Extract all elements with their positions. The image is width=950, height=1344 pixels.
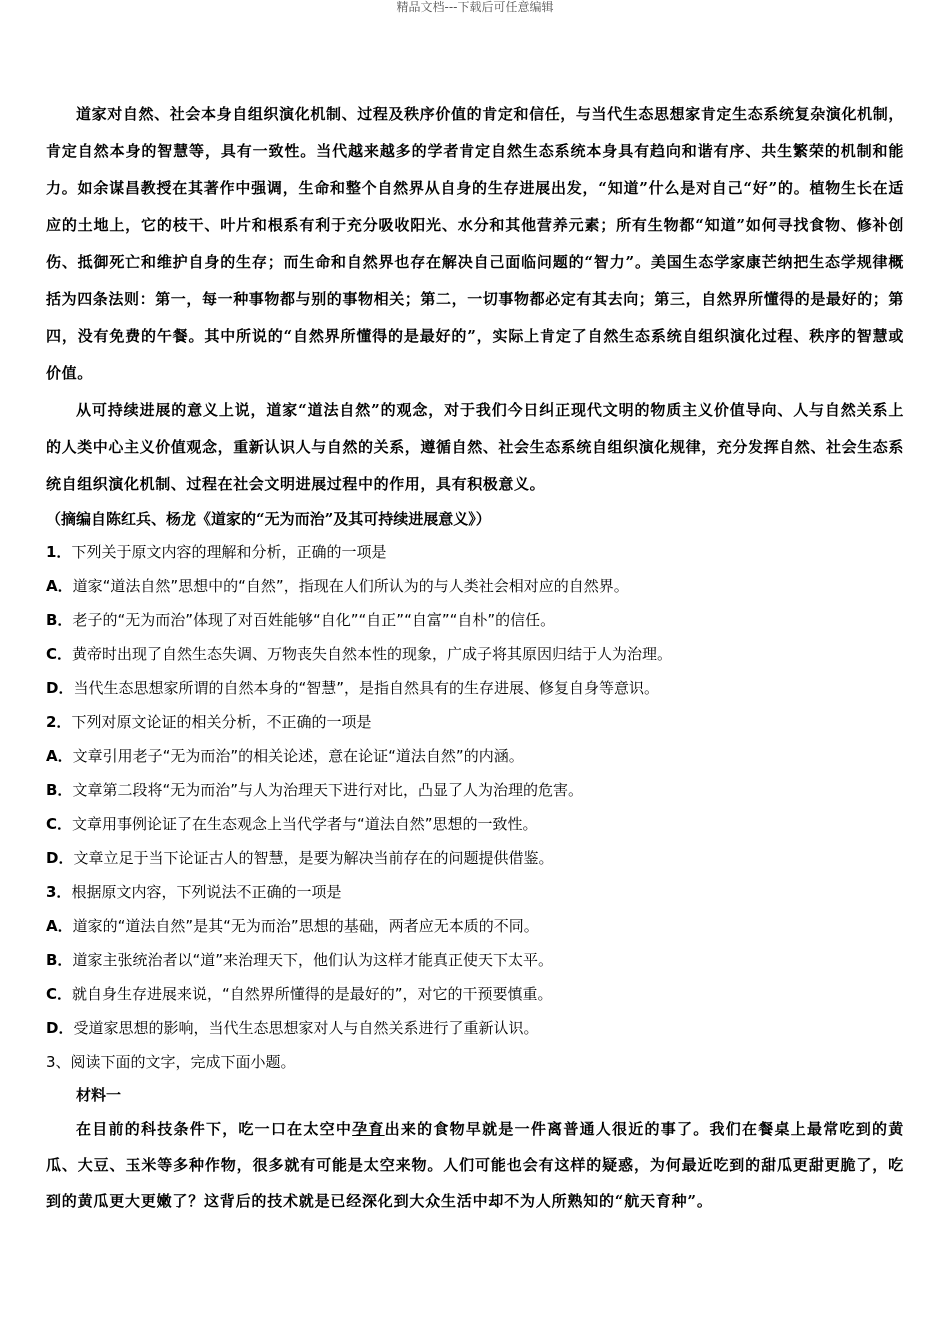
option-key: A． [46, 577, 73, 595]
question-1-option-b [46, 603, 904, 637]
question-2-option-c [46, 807, 904, 841]
option-key: C． [46, 815, 73, 833]
passage-source: （摘编自陈红兵、杨龙《道家的“无为而治”及其可持续进展意义》） [46, 510, 491, 528]
option-text: 文章立足于当下论证古人的智慧，是要为解决当前存在的问题提供借鉴。 [73, 849, 554, 867]
question-text: 下列对原文论证的相关分析，不正确的一项是 [71, 713, 372, 731]
question-1-stem [46, 535, 904, 569]
option-text: 道家主张统治者以“道”来治理天下，他们认为这样才能真正使天下太平。 [72, 951, 553, 969]
option-text: 文章第二段将“无为而治”与人为治理天下进行对比，凸显了人为治理的危害。 [72, 781, 583, 799]
question-number: 2． [46, 713, 72, 731]
option-key: D． [46, 849, 74, 867]
option-key: B． [46, 611, 73, 629]
option-key: D． [46, 679, 74, 697]
question-2-option-d [46, 841, 904, 875]
question-2-option-b [46, 773, 904, 807]
document-body [46, 96, 904, 1219]
material-label: 材料一 [76, 1086, 122, 1104]
question-number: 3． [46, 883, 72, 901]
question-text: 下列关于原文内容的理解和分析，正确的一项是 [71, 543, 387, 561]
question-1-option-a [46, 569, 904, 603]
section-3-title: 3、阅读下面的文字，完成下面小题。 [46, 1053, 296, 1071]
option-text: 黄帝时出现了自然生态失调、万物丧失自然本性的现象，广成子将其原因归结于人为治理。 [72, 645, 673, 663]
option-key: B． [46, 951, 73, 969]
option-key: A． [46, 917, 73, 935]
material-1-paragraph [46, 1111, 904, 1219]
question-3-option-a [46, 909, 904, 943]
question-2-option-a [46, 739, 904, 773]
option-text: 受道家思想的影响，当代生态思想家对人与自然关系进行了重新认识。 [73, 1019, 539, 1037]
passage-paragraph-1: 道家对自然、社会本身自组织演化机制、过程及秩序价值的肯定和信任，与当代生态思想家肯定生态系统复杂演化机制，肯定自然本身的智慧等，具有一致性。当代越来越多的学者肯定自然生态系统本身具有趋向和谐有序、共生繁荣的机制和能力。如余谋昌教授在其著作中强调，生命和整个自然界从自身的生存进展出发，“知道”什么是对自己“好”的。植物生长在适应的土地上，它的枝干、叶片和根系有利于充分吸收阳光、水分和其他营养元素；所有生物都“知道”如何寻找食物、修补创伤、抵御死亡和维护自身的生存；而生命和自然界也存在解决自己面临问题的“智力”。美国生态学家康芒纳把生态学规律概括为四条法则：第一，每一种事物都与别的事物相关；第二，一切事物都必定有其去向；第三，自然界所懂得的是最好的；第四，没有免费的午餐。其中所说的“自然界所懂得的是最好的”，实际上肯定了自然生态系统自组织演化过程、秩序的智慧或价值。 [46, 105, 905, 382]
page-header-watermark: 精品文档---下载后可任意编辑 [396, 0, 554, 14]
material-text-after: 出来的食物早就是一件离普通人很近的事了。我们在餐桌上最常吃到的黄瓜、大豆、玉米等多种作物，很多就有可能是太空来物。人们可能也会有这样的疑惑，为何最近吃到的甜瓜更甜更脆了，吃到的黄瓜更大更嫩了？这背后的技术就是已经深化到大众生活中却不为人所熟知的“航天育种”。 [46, 1120, 904, 1210]
option-text: 文章引用老子“无为而治”的相关论述，意在论证“道法自然”的内涵。 [72, 747, 524, 765]
option-key: B． [46, 781, 73, 799]
question-1-option-c [46, 637, 904, 671]
option-text: 老子的“无为而治”体现了对百姓能够“自化”“自正”“自富”“自朴”的信任。 [72, 611, 556, 629]
option-key: D． [46, 1019, 74, 1037]
material-text-before: 在目前的科技条件下，吃一口在太空中 [76, 1120, 353, 1138]
option-text: 道家“道法自然”思想中的“自然”，指现在人们所认为的与人类社会相对应的自然界。 [72, 577, 629, 595]
option-text: 道家的“道法自然”是其“无为而治”思想的基础，两者应无本质的不同。 [72, 917, 539, 935]
passage-paragraph-2: 从可持续进展的意义上说，道家“道法自然”的观念，对于我们今日纠正现代文明的物质主义价值导向、人与自然关系上的人类中心主义价值观念，重新认识人与自然的关系，遵循自然、社会生态系统自组织演化规律，充分发挥自然、社会生态系统自组织演化机制、过程在社会文明进展过程中的作用，具有积极意义。 [46, 401, 905, 493]
question-3-stem [46, 875, 904, 909]
option-key: C． [46, 645, 73, 663]
question-text: 根据原文内容，下列说法不正确的一项是 [71, 883, 342, 901]
question-3-option-b [46, 943, 904, 977]
question-1-option-d [46, 671, 904, 705]
option-text: 当代生态思想家所谓的自然本身的“智慧”，是指自然具有的生存进展、修复自身等意识。 [73, 679, 659, 697]
option-key: C． [46, 985, 73, 1003]
question-3-option-d [46, 1011, 904, 1045]
question-2-stem [46, 705, 904, 739]
question-3-option-c [46, 977, 904, 1011]
question-number: 1． [46, 543, 72, 561]
option-text: 文章用事例论证了在生态观念上当代学者与“道法自然”思想的一致性。 [72, 815, 538, 833]
option-key: A． [46, 747, 73, 765]
underlined-word: 孕育 [352, 1120, 385, 1138]
option-text: 就自身生存进展来说，“自然界所懂得的是最好的”，对它的干预要慎重。 [72, 985, 553, 1003]
